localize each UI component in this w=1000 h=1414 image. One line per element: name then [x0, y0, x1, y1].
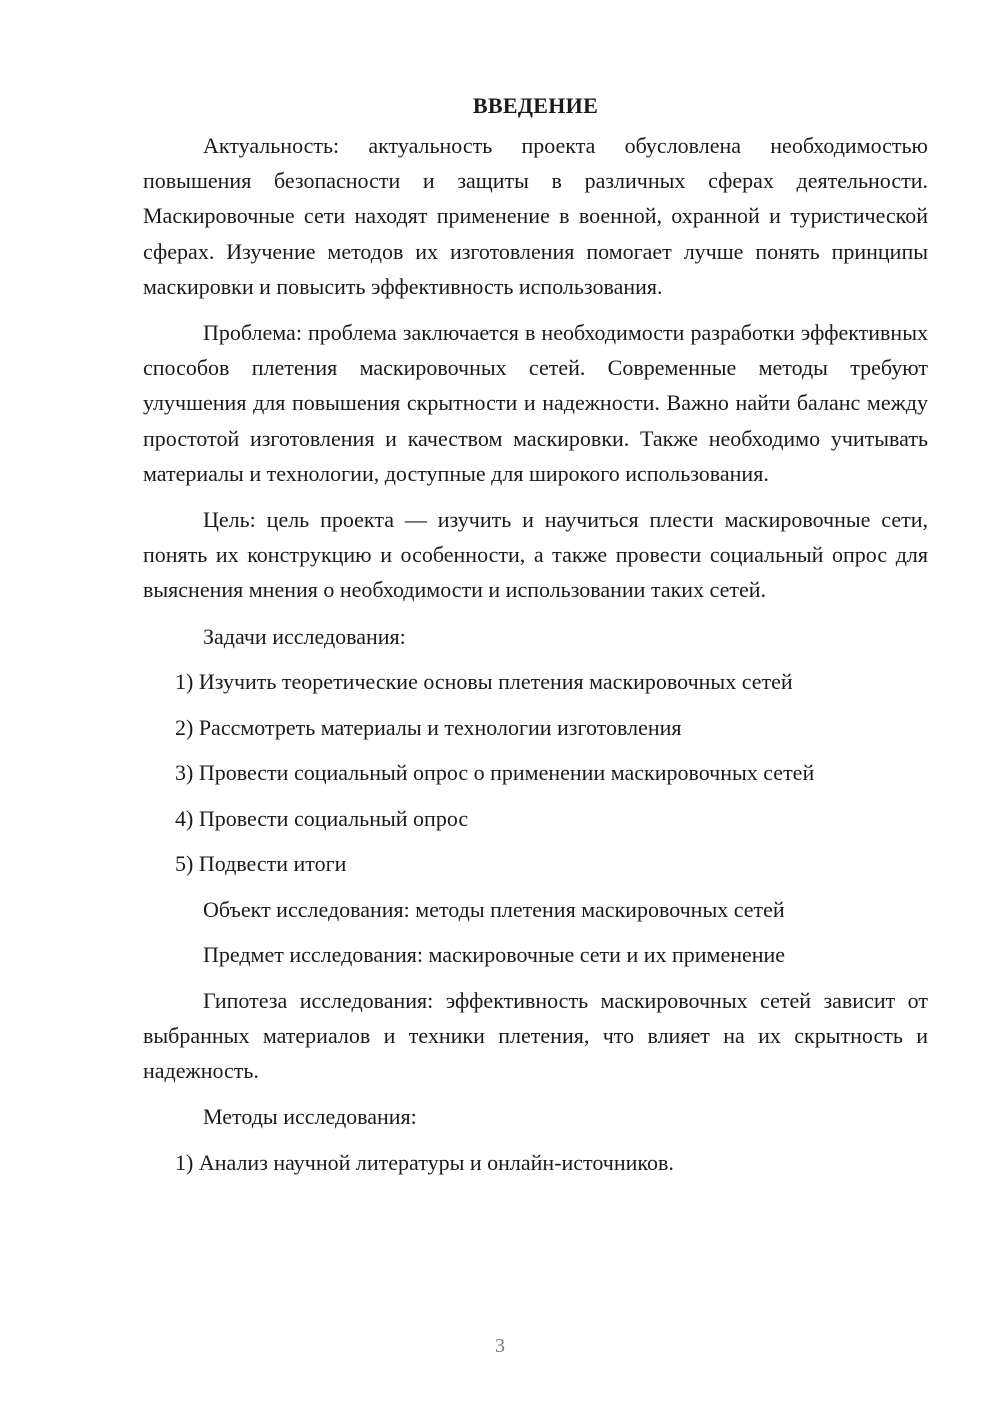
list-item: 1) Анализ научной литературы и онлайн-источников. [175, 1149, 674, 1175]
tasks-heading: Задачи исследования: [203, 623, 406, 649]
list-item: 4) Провести социальный опрос [175, 805, 469, 831]
page-title: ВВЕДЕНИЕ [472, 93, 599, 118]
list-item: 3) Провести социальный опрос о применении маскировочных сетей [175, 760, 815, 786]
list-item: 1) Изучить теоретические основы плетения маскировочных сетей [175, 669, 793, 695]
goal-paragraph: Цель: цель проекта — изучить и научиться плести маскировочные сети, понять их конструкцию и особенности, а также провести социальный опрос для выяснения мнения о необходимости и использовании таких сетей. [143, 507, 928, 603]
list-item: 5) Подвести итоги [175, 851, 347, 877]
research-subject: Предмет исследования: маскировочные сети и их применение [203, 942, 786, 968]
list-item: 2) Рассмотреть материалы и технологии изготовления [175, 714, 682, 740]
problem-paragraph: Проблема: проблема заключается в необходимости разработки эффективных способов плетения маскировочных сетей. Современные методы требуют улучшения для повышения скрытности и надежности. Важно найти баланс между простотой изготовления и качеством маскировки. Также необходимо учитывать материалы и технологии, доступные для широкого использования. [143, 320, 928, 486]
relevance-paragraph: Актуальность: актуальность проекта обусловлена необходимостью повышения безопасности и защиты в различных сферах деятельности. Маскировочные сети находят применение в военной, охранной и туристической сферах. Изучение методов их изготовления помогает лучше понять принципы маскировки и повысить эффективность использования. [143, 133, 928, 299]
document-page [143, 92, 928, 1190]
research-object: Объект исследования: методы плетения маскировочных сетей [203, 896, 785, 922]
methods-heading: Методы исследования: [203, 1104, 417, 1130]
tasks-list [143, 664, 928, 881]
page-number: 3 [495, 1335, 505, 1357]
hypothesis-paragraph: Гипотеза исследования: эффективность маскировочных сетей зависит от выбранных материалов и техники плетения, что влияет на их скрытность и надежность. [143, 987, 928, 1084]
methods-list [143, 1145, 928, 1180]
